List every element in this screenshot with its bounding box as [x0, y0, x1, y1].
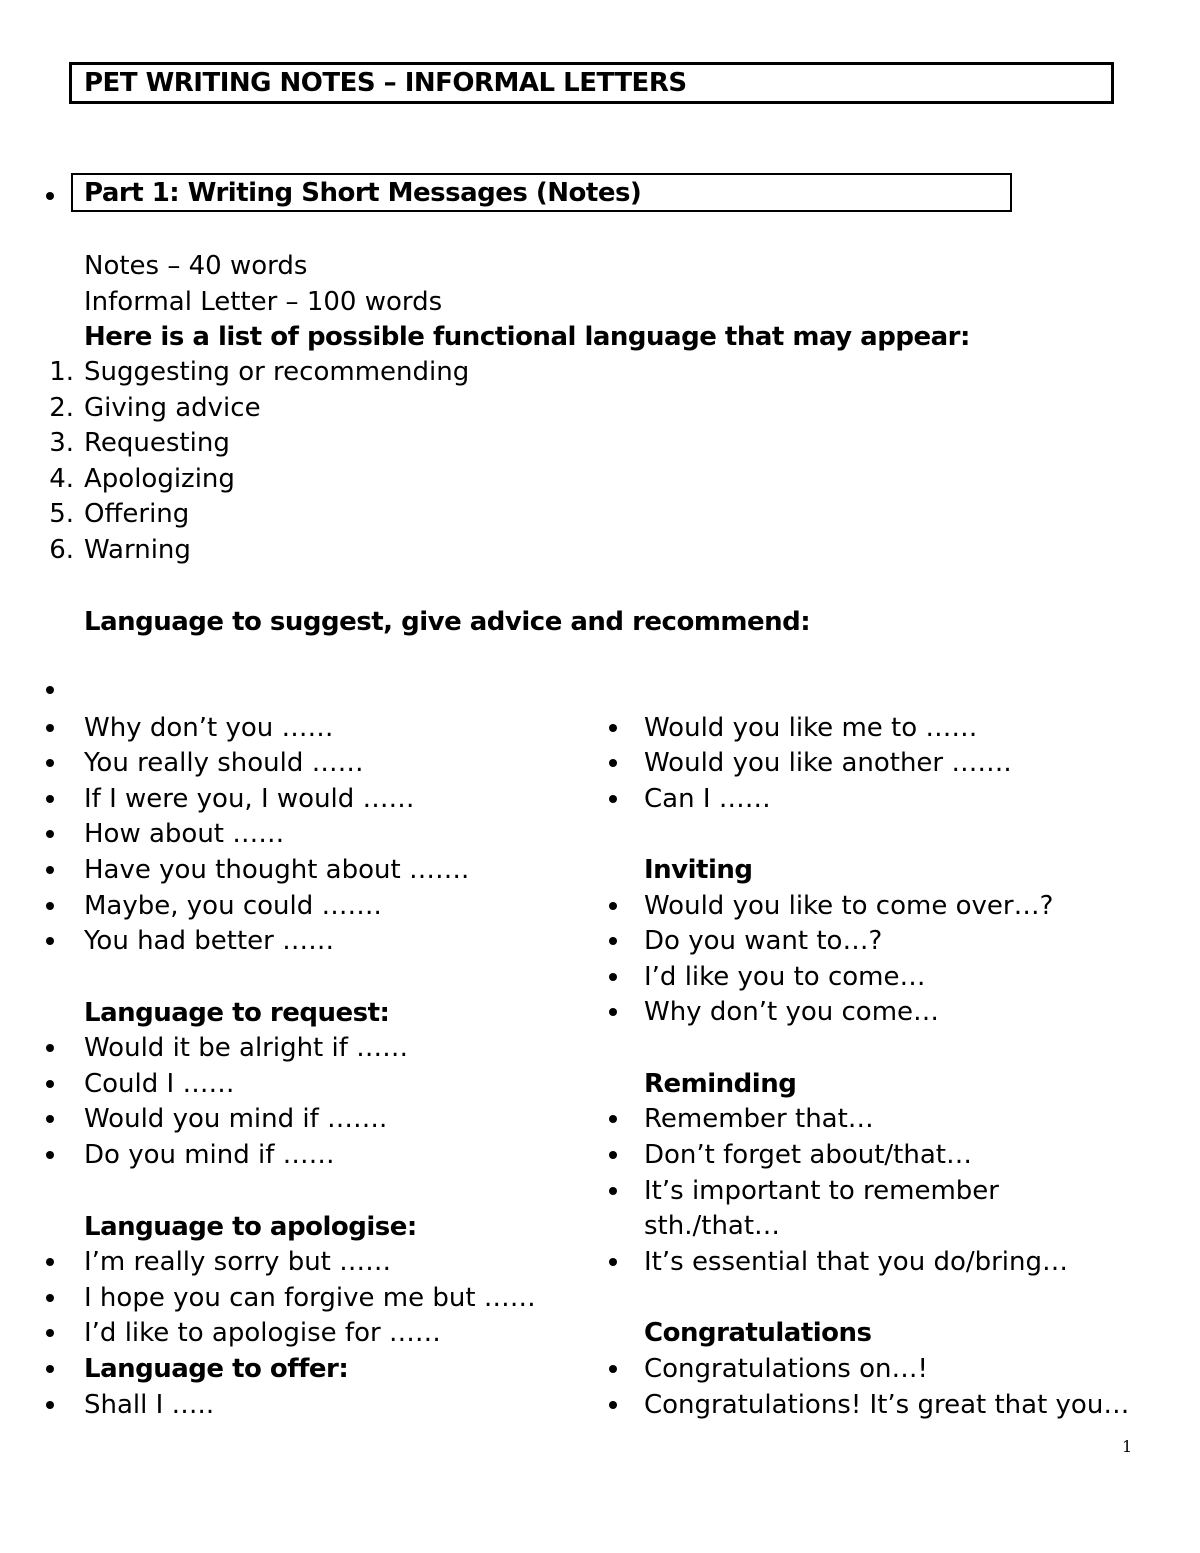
list-number: 3. — [49, 428, 74, 458]
bullet — [46, 1329, 54, 1337]
bullet — [609, 1187, 617, 1195]
bullet — [46, 1258, 54, 1266]
bullet — [46, 866, 54, 874]
list-item: I’m really sorry but …… — [84, 1247, 392, 1277]
list-item: I’d like to apologise for …… — [84, 1318, 441, 1348]
list-item: Congratulations! It’s great that you… — [644, 1390, 1130, 1420]
list-item: Have you thought about ……. — [84, 855, 470, 885]
request-heading: Language to request: — [84, 998, 390, 1028]
list-item: I hope you can forgive me but …… — [84, 1283, 536, 1313]
bullet — [46, 1115, 54, 1123]
bullet — [46, 1080, 54, 1088]
bullet — [609, 759, 617, 767]
bullet — [46, 1044, 54, 1052]
bullet — [609, 795, 617, 803]
bullet — [609, 1115, 617, 1123]
inviting-heading: Inviting — [644, 855, 753, 885]
suggest-heading: Language to suggest, give advice and recommend: — [84, 607, 811, 637]
word-count-notes: Notes – 40 words — [84, 251, 308, 281]
list-item: Don’t forget about/that… — [644, 1140, 972, 1170]
congratulations-heading: Congratulations — [644, 1318, 872, 1348]
bullet — [46, 724, 54, 732]
list-item: Why don’t you …… — [84, 713, 334, 743]
bullet — [46, 192, 54, 200]
bullet — [46, 1151, 54, 1159]
list-item: Do you mind if …… — [84, 1140, 335, 1170]
bullet — [46, 1365, 54, 1373]
bullet — [609, 902, 617, 910]
list-item: It’s essential that you do/bring… — [644, 1247, 1069, 1277]
offer-heading: Language to offer: — [84, 1354, 349, 1384]
bullet — [609, 1365, 617, 1373]
list-number: 2. — [49, 393, 74, 423]
list-item: Would you like me to …… — [644, 713, 978, 743]
reminding-heading: Reminding — [644, 1069, 797, 1099]
list-number: 6. — [49, 535, 74, 565]
list-item: Do you want to…? — [644, 926, 883, 956]
page-title: PET WRITING NOTES – INFORMAL LETTERS — [84, 68, 687, 98]
list-item: Maybe, you could ……. — [84, 891, 382, 921]
bullet — [609, 937, 617, 945]
page-number: 1 — [1122, 1437, 1133, 1456]
list-item: I’d like you to come… — [644, 962, 926, 992]
list-item: If I were you, I would …… — [84, 784, 415, 814]
list-item: Suggesting or recommending — [84, 357, 470, 387]
list-item: Remember that… — [644, 1104, 874, 1134]
bullet — [46, 1294, 54, 1302]
word-count-letter: Informal Letter – 100 words — [84, 287, 443, 317]
list-item: It’s important to remember — [644, 1176, 999, 1206]
bullet — [46, 795, 54, 803]
apologise-heading: Language to apologise: — [84, 1212, 417, 1242]
part1-heading: Part 1: Writing Short Messages (Notes) — [84, 178, 642, 208]
bullet — [46, 902, 54, 910]
list-item: Would you like another ……. — [644, 748, 1012, 778]
list-item: Shall I ….. — [84, 1390, 215, 1420]
bullet — [46, 830, 54, 838]
list-item: You had better …… — [84, 926, 335, 956]
list-item: Would you like to come over…? — [644, 891, 1054, 921]
list-item-continuation: sth./that… — [644, 1211, 781, 1241]
list-item: Would it be alright if …… — [84, 1033, 409, 1063]
list-number: 5. — [49, 499, 74, 529]
bullet — [46, 937, 54, 945]
bullet — [609, 1151, 617, 1159]
list-item: Would you mind if ……. — [84, 1104, 388, 1134]
list-number: 1. — [49, 357, 74, 387]
list-item: You really should …… — [84, 748, 364, 778]
bullet — [609, 973, 617, 981]
bullet — [609, 1258, 617, 1266]
list-item: Could I …… — [84, 1069, 235, 1099]
bullet — [46, 686, 54, 694]
list-item: Giving advice — [84, 393, 261, 423]
bullet — [609, 1401, 617, 1409]
list-item: Offering — [84, 499, 190, 529]
list-item: Can I …… — [644, 784, 771, 814]
list-item: Requesting — [84, 428, 230, 458]
bullet — [46, 1401, 54, 1409]
list-item: Congratulations on…! — [644, 1354, 928, 1384]
list-item: Apologizing — [84, 464, 235, 494]
list-item: Warning — [84, 535, 191, 565]
list-item: How about …… — [84, 819, 285, 849]
list-item: Why don’t you come… — [644, 997, 940, 1027]
list-number: 4. — [49, 464, 74, 494]
bullet — [609, 1008, 617, 1016]
functional-heading: Here is a list of possible functional language that may appear: — [84, 322, 970, 352]
bullet — [46, 759, 54, 767]
bullet — [609, 724, 617, 732]
